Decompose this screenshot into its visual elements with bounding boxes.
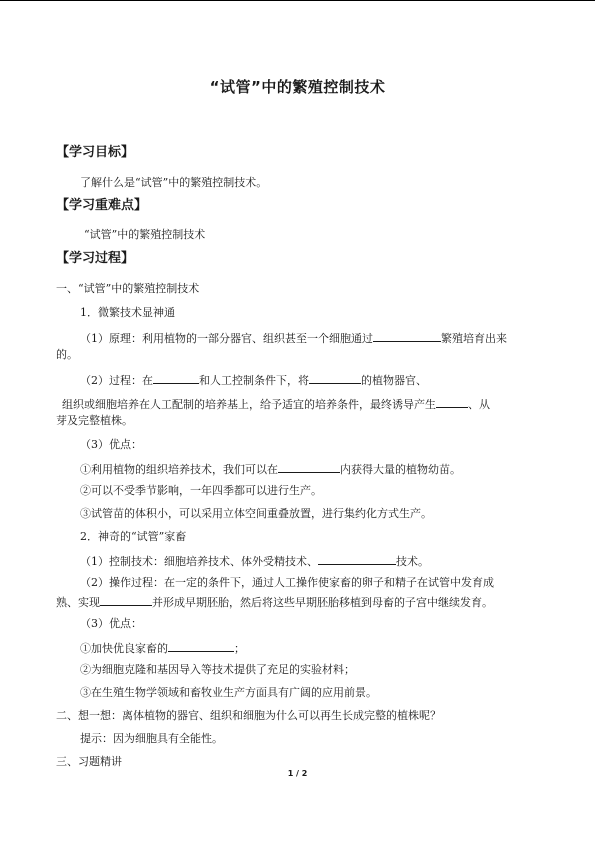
section-three-title: 三、习题精讲 xyxy=(56,755,122,768)
advantage-1 xyxy=(80,461,595,477)
operation-line: （2）操作过程：在一定的条件下，通过人工操作使家畜的卵子和精子在试管中发育成 xyxy=(80,576,494,589)
advantage-2-1-text-a: ①加快优良家畜的 xyxy=(80,642,168,655)
goal-heading: 【学习目标】 xyxy=(56,145,135,160)
control-tech-text-a: （1）控制技术：细胞培养技术、体外受精技术、 xyxy=(80,555,318,568)
blank-2 xyxy=(153,372,199,384)
process-heading: 【学习过程】 xyxy=(56,251,135,266)
process-text-d: 组织或细胞培养在人工配制的培养基上，给予适宜的培养条件，最终诱导产生 xyxy=(62,398,436,411)
process-text-a: （2）过程：在 xyxy=(80,374,153,387)
process-line xyxy=(80,372,595,388)
blank-8 xyxy=(168,640,234,652)
advantage-2: ②可以不受季节影响，一年四季都可以进行生产。 xyxy=(80,484,322,497)
hint-text: 提示：因为细胞具有全能性。 xyxy=(80,732,223,745)
blank-7 xyxy=(100,594,152,606)
control-tech-line xyxy=(80,553,595,569)
principle-line xyxy=(80,330,595,346)
blank-5 xyxy=(278,461,340,473)
goal-text: 了解什么是“试管”中的繁殖控制技术。 xyxy=(80,176,268,189)
advantage-1-text-a: ①利用植物的组织培养技术，我们可以在 xyxy=(80,463,278,476)
advantage-3: ③试管苗的体积小，可以采用立体空间重叠放置，进行集约化方式生产。 xyxy=(80,507,432,520)
key-heading: 【学习重难点】 xyxy=(56,198,148,213)
blank-6 xyxy=(318,553,396,565)
key-text: “试管”中的繁殖控制技术 xyxy=(84,228,206,241)
advantages-label: （3）优点： xyxy=(80,438,142,451)
process-text-c: 的植物器官、 xyxy=(361,374,427,387)
advantages-label-2: （3）优点： xyxy=(80,617,142,630)
subsection-1: 1．微繁技术显神通 xyxy=(80,306,175,319)
page-number: 1 / 2 xyxy=(287,769,308,778)
process-text-e: 、从 xyxy=(468,398,490,411)
advantage-1-text-b: 内获得大量的植物幼苗。 xyxy=(340,463,461,476)
advantage-2-3: ③在生殖生物学领域和畜牧业生产方面具有广阔的应用前景。 xyxy=(80,686,377,699)
process-line-2 xyxy=(62,396,595,412)
document-title: “试管”中的繁殖控制技术 xyxy=(209,78,386,96)
process-text-b: 和人工控制条件下，将 xyxy=(199,374,309,387)
control-tech-text-b: 技术。 xyxy=(396,555,429,568)
advantage-2-2: ②为细胞克隆和基因导入等技术提供了充足的实验材料； xyxy=(80,663,355,676)
process-cont: 芽及完整植株。 xyxy=(56,414,133,427)
section-two-title: 二、想一想：离体植物的器官、组织和细胞为什么可以再生长成完整的植株呢？ xyxy=(56,709,441,722)
operation-text-b: 并形成早期胚胎，然后将这些早期胚胎移植到母畜的子宫中继续发育。 xyxy=(152,596,493,609)
subsection-2: 2．神奇的“试管”家畜 xyxy=(80,530,187,543)
principle-text-a: （1）原理：利用植物的一部分器官、组织甚至一个细胞通过 xyxy=(80,332,373,345)
section-one-title: 一、“试管”中的繁殖控制技术 xyxy=(56,282,200,295)
operation-text-a: 熟、实现 xyxy=(56,596,100,609)
principle-text-b: 繁殖培育出来 xyxy=(441,332,507,345)
blank-3 xyxy=(309,372,361,384)
blank-4 xyxy=(436,396,468,408)
blank-1 xyxy=(373,330,441,342)
advantage-2-1-text-b: ； xyxy=(234,642,245,655)
principle-cont: 的。 xyxy=(56,348,78,361)
advantage-2-1 xyxy=(80,640,595,656)
operation-line-2 xyxy=(56,594,595,610)
